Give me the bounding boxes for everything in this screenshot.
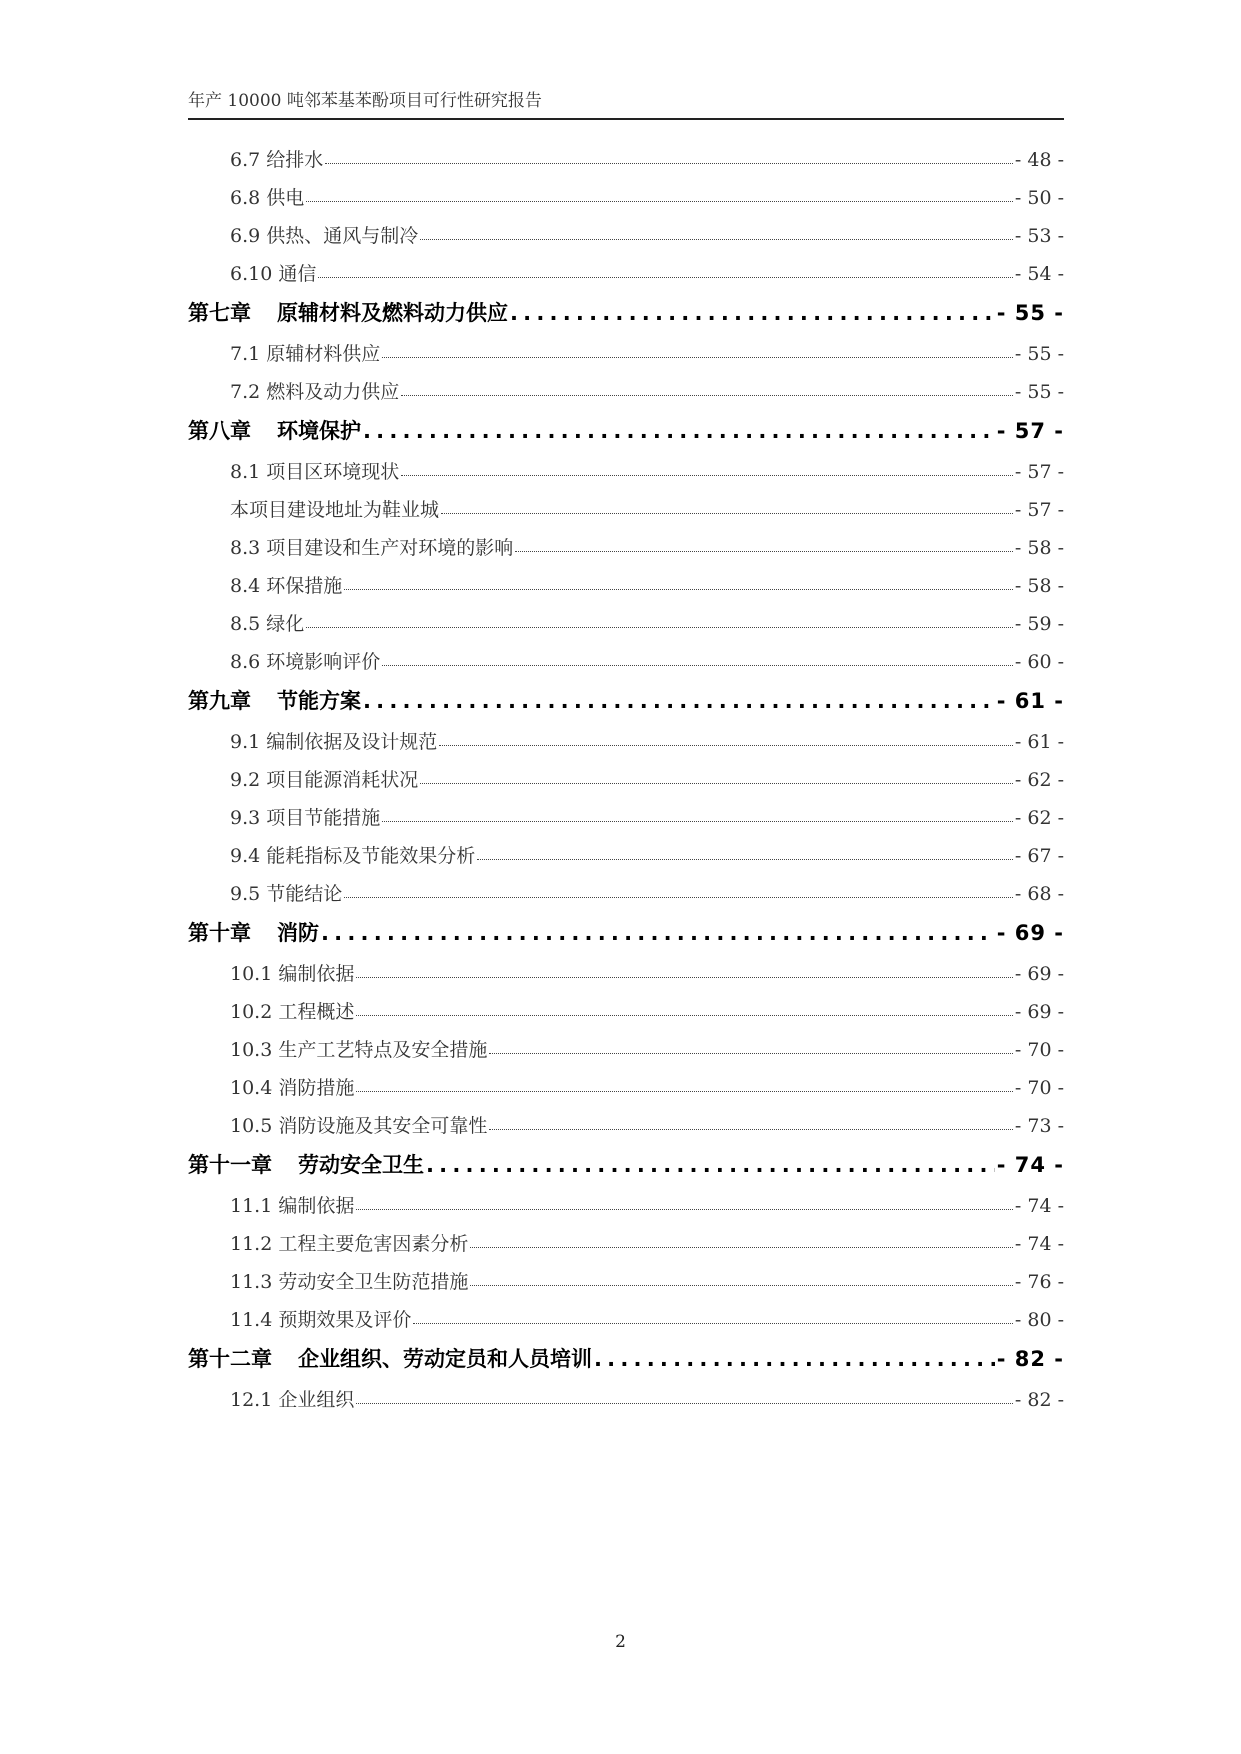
toc-section-entry[interactable] xyxy=(230,879,1064,903)
toc-section-label: 6.8 供电 xyxy=(230,187,305,209)
toc-section-entry[interactable] xyxy=(230,221,1064,245)
toc-leader-dots xyxy=(401,459,1013,476)
toc-section-entry[interactable] xyxy=(230,533,1064,557)
toc-leader-dots xyxy=(510,301,995,325)
toc-leader-dots xyxy=(470,1269,1013,1286)
toc-leader-dots xyxy=(477,843,1013,860)
toc-page-number: - 70 - xyxy=(1014,1039,1064,1061)
toc-leader-dots xyxy=(382,805,1013,822)
toc-leader-dots xyxy=(356,999,1013,1016)
toc-page-number: - 57 - xyxy=(996,419,1064,443)
toc-leader-dots xyxy=(344,881,1013,898)
toc-section-label: 9.4 能耗指标及节能效果分析 xyxy=(230,845,476,867)
toc-chapter-number: 第十章 xyxy=(188,921,251,945)
toc-section-label: 6.9 供热、通风与制冷 xyxy=(230,225,419,247)
toc-page-number: - 69 - xyxy=(1014,963,1064,985)
toc-leader-dots xyxy=(382,341,1013,358)
toc-leader-dots xyxy=(441,497,1013,514)
toc-leader-dots xyxy=(426,1153,995,1177)
toc-leader-dots xyxy=(363,689,995,713)
toc-leader-dots xyxy=(306,185,1013,202)
toc-leader-dots xyxy=(344,573,1013,590)
toc-page-number: - 76 - xyxy=(1014,1271,1064,1293)
toc-section-label: 11.3 劳动安全卫生防范措施 xyxy=(230,1271,469,1293)
toc-page-number: - 70 - xyxy=(1014,1077,1064,1099)
toc-section-label: 9.2 项目能源消耗状况 xyxy=(230,769,419,791)
toc-chapter-number: 第十二章 xyxy=(188,1347,272,1371)
toc-section-label: 8.5 绿化 xyxy=(230,613,305,635)
toc-chapter-label xyxy=(188,415,361,445)
toc-chapter-title: 节能方案 xyxy=(277,689,361,713)
toc-leader-dots xyxy=(515,535,1013,552)
toc-chapter-number: 第七章 xyxy=(188,301,251,325)
toc-leader-dots xyxy=(439,729,1013,746)
toc-section-label: 9.3 项目节能措施 xyxy=(230,807,381,829)
toc-section-entry[interactable] xyxy=(230,1191,1064,1215)
toc-chapter-entry[interactable] xyxy=(188,415,1064,445)
toc-page-number: - 80 - xyxy=(1014,1309,1064,1331)
toc-section-entry[interactable] xyxy=(230,1385,1064,1409)
toc-leader-dots xyxy=(594,1347,995,1371)
toc-leader-dots xyxy=(306,611,1013,628)
toc-chapter-title: 劳动安全卫生 xyxy=(298,1153,424,1177)
toc-section-label: 8.6 环境影响评价 xyxy=(230,651,381,673)
toc-section-entry[interactable] xyxy=(230,609,1064,633)
toc-section-label: 9.1 编制依据及设计规范 xyxy=(230,731,438,753)
toc-chapter-number: 第九章 xyxy=(188,689,251,713)
toc-chapter-number: 第十一章 xyxy=(188,1153,272,1177)
toc-chapter-label xyxy=(188,297,508,327)
toc-page-number: - 74 - xyxy=(1014,1233,1064,1255)
toc-page-number: - 60 - xyxy=(1014,651,1064,673)
toc-section-label: 12.1 企业组织 xyxy=(230,1389,355,1411)
toc-page-number: - 58 - xyxy=(1014,537,1064,559)
toc-chapter-entry[interactable] xyxy=(188,1149,1064,1179)
toc-leader-dots xyxy=(356,1387,1013,1404)
toc-page-number: - 55 - xyxy=(1014,381,1064,403)
toc-section-entry[interactable] xyxy=(230,1229,1064,1253)
toc-page-number: - 67 - xyxy=(1014,845,1064,867)
toc-section-entry[interactable] xyxy=(230,647,1064,671)
toc-page-number: - 57 - xyxy=(1014,499,1064,521)
toc-leader-dots xyxy=(420,767,1013,784)
page-number: 2 xyxy=(615,1632,626,1652)
toc-leader-dots xyxy=(363,419,995,443)
toc-page-number: - 50 - xyxy=(1014,187,1064,209)
toc-chapter-title: 消防 xyxy=(277,921,319,945)
toc-leader-dots xyxy=(325,147,1013,164)
toc-section-entry[interactable] xyxy=(230,1035,1064,1059)
toc-page-number: - 73 - xyxy=(1014,1115,1064,1137)
toc-section-entry[interactable] xyxy=(230,1111,1064,1135)
toc-section-entry[interactable] xyxy=(230,1305,1064,1329)
toc-leader-dots xyxy=(356,1075,1013,1092)
toc-section-entry[interactable] xyxy=(230,765,1064,789)
toc-page-number: - 69 - xyxy=(996,921,1064,945)
toc-page-number: - 55 - xyxy=(1014,343,1064,365)
toc-page-number: - 48 - xyxy=(1014,149,1064,171)
toc-section-label: 8.1 项目区环境现状 xyxy=(230,461,400,483)
toc-section-entry[interactable] xyxy=(230,803,1064,827)
toc-section-label: 10.5 消防设施及其安全可靠性 xyxy=(230,1115,488,1137)
toc-leader-dots xyxy=(318,261,1013,278)
toc-page-number: - 57 - xyxy=(1014,461,1064,483)
toc-page-number: - 54 - xyxy=(1014,263,1064,285)
toc-section-entry[interactable] xyxy=(230,841,1064,865)
toc-section-entry[interactable] xyxy=(230,959,1064,983)
toc-section-label: 10.4 消防措施 xyxy=(230,1077,355,1099)
toc-chapter-entry[interactable] xyxy=(188,297,1064,327)
toc-section-label: 10.2 工程概述 xyxy=(230,1001,355,1023)
toc-leader-dots xyxy=(470,1231,1013,1248)
toc-chapter-entry[interactable] xyxy=(188,1343,1064,1373)
toc-section-entry[interactable] xyxy=(230,183,1064,207)
toc-chapter-label xyxy=(188,685,361,715)
toc-section-label: 7.1 原辅材料供应 xyxy=(230,343,381,365)
toc-page-number: - 59 - xyxy=(1014,613,1064,635)
toc-leader-dots xyxy=(356,961,1013,978)
toc-section-entry[interactable] xyxy=(230,1267,1064,1291)
toc-page-number: - 74 - xyxy=(996,1153,1064,1177)
toc-section-label: 6.10 通信 xyxy=(230,263,317,285)
toc-page-number: - 82 - xyxy=(1014,1389,1064,1411)
toc-section-label: 7.2 燃料及动力供应 xyxy=(230,381,400,403)
toc-section-entry[interactable] xyxy=(230,1073,1064,1097)
toc-section-entry[interactable] xyxy=(230,377,1064,401)
toc-chapter-title: 原辅材料及燃料动力供应 xyxy=(277,301,508,325)
toc-leader-dots xyxy=(413,1307,1013,1324)
toc-page-number: - 58 - xyxy=(1014,575,1064,597)
toc-section-label: 10.1 编制依据 xyxy=(230,963,355,985)
toc-section-label: 11.1 编制依据 xyxy=(230,1195,355,1217)
toc-leader-dots xyxy=(420,223,1013,240)
toc-section-label: 本项目建设地址为鞋业城 xyxy=(230,499,440,521)
toc-page-number: - 55 - xyxy=(996,301,1064,325)
toc-chapter-label xyxy=(188,1149,424,1179)
toc-section-label: 8.4 环保措施 xyxy=(230,575,343,597)
toc-chapter-title: 企业组织、劳动定员和人员培训 xyxy=(298,1347,592,1371)
toc-section-label: 9.5 节能结论 xyxy=(230,883,343,905)
toc-chapter-title: 环境保护 xyxy=(277,419,361,443)
toc-chapter-entry[interactable] xyxy=(188,685,1064,715)
toc-page-number: - 74 - xyxy=(1014,1195,1064,1217)
toc-section-entry[interactable] xyxy=(230,145,1064,169)
toc-page-number: - 62 - xyxy=(1014,769,1064,791)
toc-section-entry[interactable] xyxy=(230,339,1064,363)
toc-section-label: 11.2 工程主要危害因素分析 xyxy=(230,1233,469,1255)
toc-section-label: 10.3 生产工艺特点及安全措施 xyxy=(230,1039,488,1061)
toc-leader-dots xyxy=(356,1193,1013,1210)
running-header: 年产 10000 吨邻苯基苯酚项目可行性研究报告 xyxy=(188,88,1064,120)
toc-page-number: - 69 - xyxy=(1014,1001,1064,1023)
toc-section-entry[interactable] xyxy=(230,259,1064,283)
toc-chapter-label xyxy=(188,917,319,947)
toc-section-label: 11.4 预期效果及评价 xyxy=(230,1309,412,1331)
toc-chapter-number: 第八章 xyxy=(188,419,251,443)
toc-section-label: 6.7 给排水 xyxy=(230,149,324,171)
toc-section-entry[interactable] xyxy=(230,457,1064,481)
toc-leader-dots xyxy=(321,921,995,945)
toc-leader-dots xyxy=(489,1037,1013,1054)
toc-chapter-entry[interactable] xyxy=(188,917,1064,947)
toc-leader-dots xyxy=(401,379,1013,396)
toc-page-number: - 62 - xyxy=(1014,807,1064,829)
toc-section-entry[interactable] xyxy=(230,571,1064,595)
toc-page-number: - 61 - xyxy=(1014,731,1064,753)
toc-page-number: - 68 - xyxy=(1014,883,1064,905)
toc-leader-dots xyxy=(489,1113,1013,1130)
toc-page-number: - 82 - xyxy=(996,1347,1064,1371)
toc-leader-dots xyxy=(382,649,1013,666)
toc-section-label: 8.3 项目建设和生产对环境的影响 xyxy=(230,537,514,559)
toc-page-number: - 53 - xyxy=(1014,225,1064,247)
toc-chapter-label xyxy=(188,1343,592,1373)
toc-section-entry[interactable] xyxy=(230,495,1064,519)
toc-section-entry[interactable] xyxy=(230,727,1064,751)
toc-section-entry[interactable] xyxy=(230,997,1064,1021)
toc-page-number: - 61 - xyxy=(996,689,1064,713)
